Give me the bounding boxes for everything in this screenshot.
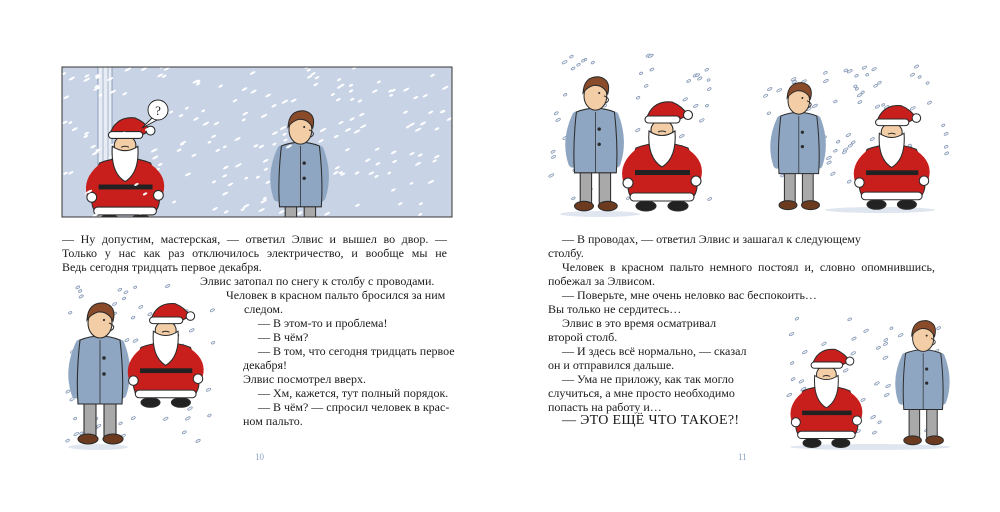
text-line: побежал за Элвисом. [548,274,656,288]
text-line: — И здесь всё нормально, — сказал [562,344,747,358]
text-line: Человек в красном пальто немного постоял и, словно опомнившись, [562,260,935,274]
text-line: — В том, что сегодня тридцать первое [258,344,455,358]
text-line: Ведь сегодня тридцать первое декабря. [62,260,262,274]
text-line: Человек в красном пальто бросился за ним [226,288,446,302]
text-line: Вы только не сердитесь… [548,302,682,316]
text-line: — Ума не приложу, как так могло [562,372,734,386]
text-line: — В проводах, — ответил Элвис и зашагал к следующему [562,232,861,246]
shout-line: — ЭТО ЕЩЁ ЧТО ТАКОЕ?! [562,413,740,428]
text-line: — В чём? — спросил человек в крас- [258,400,450,414]
text-line: попасть на работу и… [548,400,662,414]
text-line: Элвис посмотрел вверх. [243,372,366,386]
text-line: — Ну допустим, мастерская, — ответил Элвис и вышел во двор. — [62,232,447,246]
text-line: — Хм, кажется, тут полный порядок. [258,386,449,400]
text-line: декабря! [243,358,288,372]
text-line: следом. [244,302,283,316]
text-line: — В чём? [258,330,309,344]
page-number: 11 [738,452,747,462]
text-line: ном пальто. [243,414,303,428]
text-line: — Поверьте, мне очень неловко вас беспокоить… [562,288,817,302]
text-line: Элвис затопал по снегу к столбу с проводами. [200,274,435,288]
page-number: 10 [255,452,264,462]
text-line: второй столб. [548,330,618,344]
text-line: — В этом-то и проблема! [258,316,388,330]
text-line: столбу. [548,246,584,260]
text-line: Только у нас как раз отключилось электричество, и вообще мы не [62,246,447,260]
text-line: Элвис в это время осматривал [562,316,717,330]
text-line: он и отправился дальше. [548,358,675,372]
text-line: случиться, а мне просто необходимо [548,386,735,400]
speech-bubble-text: ? [155,103,161,118]
